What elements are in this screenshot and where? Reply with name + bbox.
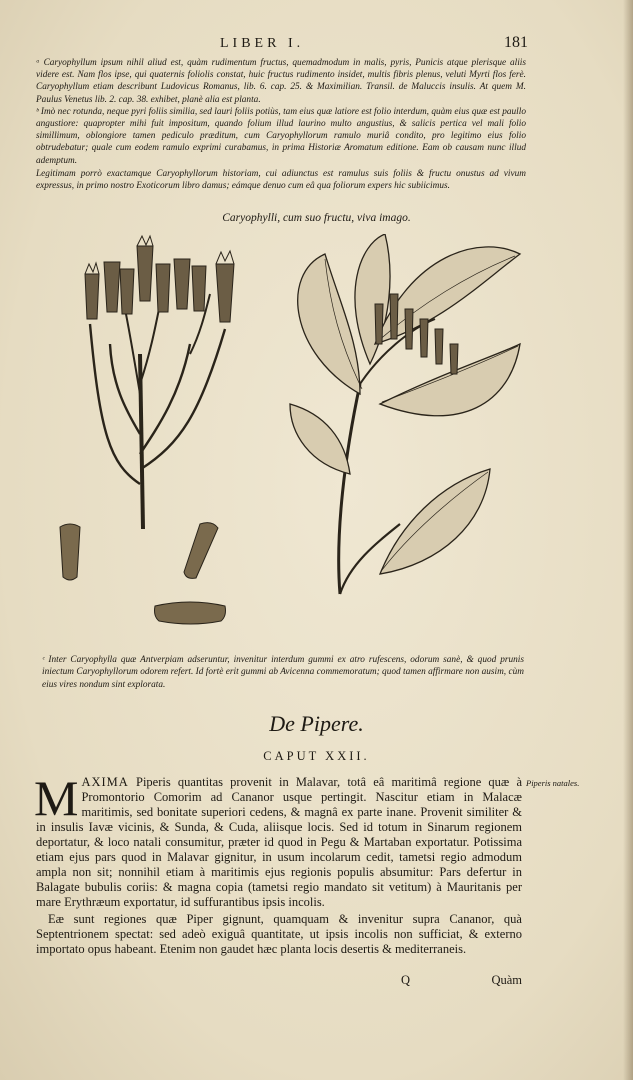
- paragraph-1: [34, 770, 522, 910]
- page-edge-shadow: [623, 0, 633, 1080]
- figure-caption: Caryophylli, cum suo fructu, viva imago.: [222, 212, 411, 224]
- lead-small-caps: AXIMA: [81, 775, 129, 789]
- section-title: De Pipere.: [269, 711, 364, 736]
- footnotes-top: [36, 57, 526, 192]
- clove-branch-drawing: [85, 236, 234, 529]
- margin-note: Piperis natales.: [526, 778, 580, 788]
- note-a: ᵃ Caryophyllum ipsum nihil aliud est, quàm rudimentum fructus, quemadmodum in malis, pyris, Punicis atque plerisque aliis videre est. Nam flos ipse, qui quaternis foliolis constat, huic fructus rudimento insidet, multis fibris plenus, veluti Myrti flos ferè. Caryophyllum etiam describunt Ludovicus Romanus, lib. 6. cap. 25. & Maximilian. Transil. de Maluccis insulis. At quem M. Paulus Venetus lib. 2. cap. 38. exhibet, planè alia est planta.: [36, 58, 526, 105]
- page-header: [0, 34, 633, 56]
- single-cloves-drawing: [60, 523, 226, 624]
- footnote-c: ᶜ Inter Caryophylla quæ Antverpiam adseruntur, invenitur interdum gummi ex atro rufescens, odorum sanè, & quod prunis iniectum Caryophyllorum odorem refert. Id fortè erit gummi ab Avicenna commemoratum; quod tamen affirmare non ausim, cùm eius vires nondum sint explorata.: [42, 655, 524, 690]
- chapter-body-text: [34, 770, 522, 957]
- drop-cap: M: [34, 770, 79, 826]
- page-footer: [36, 973, 522, 989]
- catchword: Quàm: [491, 973, 522, 987]
- clove-woodcut-illustration: [40, 234, 540, 634]
- note-b: ᵇ Imò nec rotunda, neque pyri foliis similia, sed lauri foliis potiùs, tam eius quæ latiore est folio interdum, quàm eius quæ est paullo angustiore: quapropter mihi fuit impositum, quando folium illud laurino multo angustius, & salicis pertica vel mali folio simillimum, oblongiore tamen pediculo præditum, cum Caryophyllorum ramulo muriâ condito, pro legitimo eius folio obtrudebatur; quale cum eodem ramulo exprimi curabamus, in prima Historiæ Aromatum editione. Eam ob causam nunc illud ademptum.: [36, 106, 526, 166]
- clove-leaf-spray-drawing: [290, 234, 520, 594]
- running-title: LIBER I.: [220, 36, 305, 51]
- page-number: 181: [504, 34, 528, 51]
- chapter-heading: CAPUT XXII.: [263, 749, 370, 763]
- signature-mark: Q: [401, 973, 411, 987]
- paragraph-2: Eæ sunt regiones quæ Piper gignunt, quamquam & invenitur supra Cananor, quà Septentrionem spectat: sed adeò exiguâ quantitate, ut ipsis incolis non sufficiat, & externo importato opus habeant. Etenim non gaudet hæc planta locis desertis & mediterraneis.: [36, 912, 522, 956]
- paragraph-1-text: Piperis quantitas provenit in Malavar, totâ eâ maritimâ regione quæ à Promontorio Comorim ad Cananor usque pertingit. Nascitur etiam in Malacæ maritimis, sed bonitate superiori cedens, & magnâ ex parte inane. Provenit similiter & in insulis Iavæ vicinis, & Sunda, & Cuda, aliisque locis. Sed id totum in Sinarum regionem deportatur, & loco natali consumitur, præter id quod in Pegu & Martaban exportatur. Potissima etiam ejus pars quod in Malavar gignitur, in usum incolarum cedit, tametsi regio admodum ampla non sit; nonnihil etiam à maritimis ejus regionis populis absumitur: Pars defertur in Balagate bubulis coriis: & magna copia (tametsi regio mandato sit vetitum) à Mauritanis per mare Erythræum exportatur, id suffurantibus ipsis incolis.: [36, 775, 522, 909]
- note-legitimam: Legitimam porrò exactamque Caryophyllorum historiam, cui adiunctus est ramulus suis foliis & fructu onustus ad vivum expressus, in primo nostro Exoticorum libro damus; eámque denuo cum eâ qua foliorum expers hic subiicimus.: [36, 168, 526, 192]
